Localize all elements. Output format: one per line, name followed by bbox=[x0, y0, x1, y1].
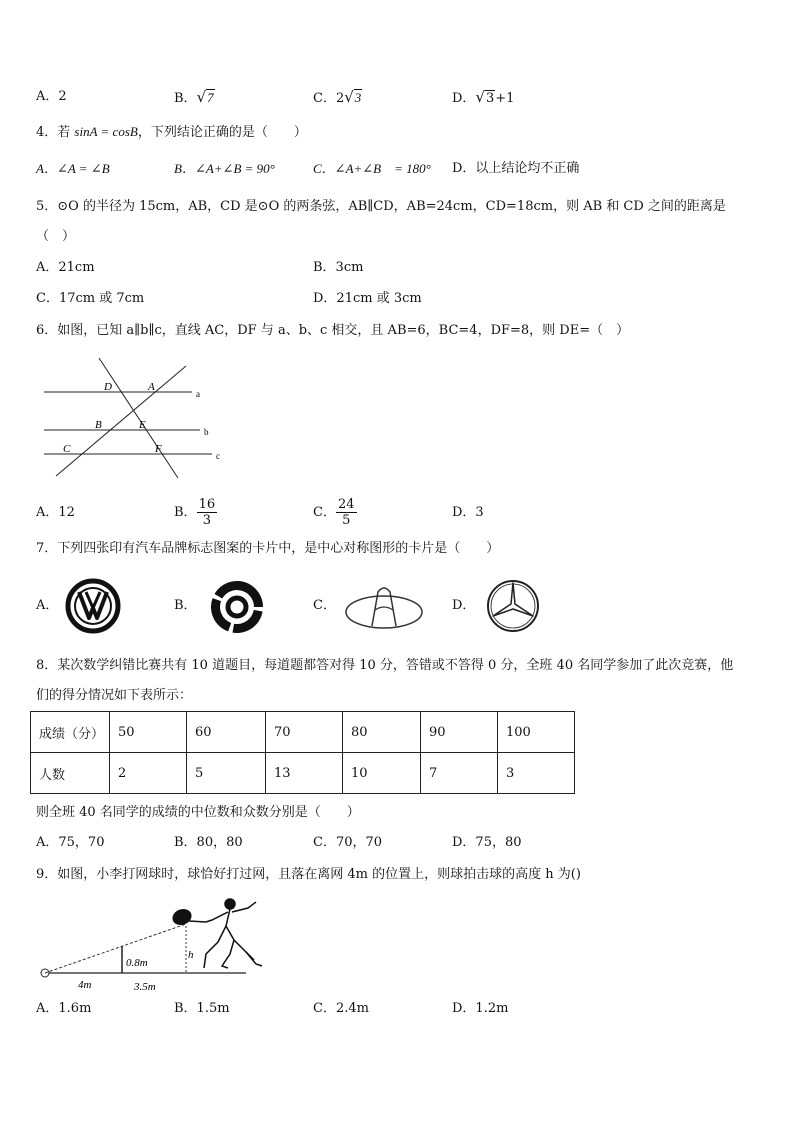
q6-option-a: A．12 bbox=[36, 505, 75, 520]
q4-stem bbox=[36, 124, 307, 141]
q3-option-d-radicand: 3 bbox=[486, 91, 495, 106]
fraction-denominator: 3 bbox=[202, 513, 211, 528]
q4-option-b: B．∠A+∠B = 90° bbox=[174, 161, 275, 176]
q6-option-c-fraction bbox=[336, 497, 357, 528]
line-ac bbox=[56, 366, 186, 476]
table-cell: 70 bbox=[266, 712, 343, 753]
q8-stem-line1: 8．某次数学纠错比赛共有 10 道题目，每道题都答对得 10 分，答错或不答得 0 分，全班 40 名同学参加了此次竞赛，他 bbox=[36, 658, 734, 673]
q3-option-c-label: C．2 bbox=[313, 91, 345, 106]
q6-option-b-fraction bbox=[197, 497, 218, 528]
three-point-star-logo-icon bbox=[484, 578, 542, 634]
score-table bbox=[30, 711, 575, 794]
q3-option-b-label: B． bbox=[174, 91, 197, 106]
q3-option-d-label: D． bbox=[452, 91, 476, 106]
q3-option-b-radicand: 7 bbox=[207, 90, 214, 105]
q6-parallel-lines-figure bbox=[36, 350, 236, 480]
table-cell: 3 bbox=[498, 753, 575, 794]
q7-option-c: C． bbox=[313, 598, 336, 613]
table-cell: 90 bbox=[421, 712, 498, 753]
q4-option-a: A．∠A = ∠B bbox=[36, 161, 110, 176]
distance-3-5m-label: 3.5m bbox=[134, 981, 156, 993]
q9-option-a: A．1.6m bbox=[36, 1001, 92, 1016]
vw-logo-icon bbox=[64, 578, 122, 634]
height-h-label: h bbox=[188, 949, 194, 961]
table-cell: 13 bbox=[266, 753, 343, 794]
q5-option-c: C．17cm 或 7cm bbox=[36, 291, 145, 306]
q8-option-d: D．75，80 bbox=[452, 835, 522, 850]
q3-option-c-radicand: 3 bbox=[354, 90, 362, 105]
q6-option-c-label: C． bbox=[313, 505, 336, 520]
q6-option-d: D．3 bbox=[452, 505, 484, 520]
q8-option-b: B．80，80 bbox=[174, 835, 243, 850]
q8-question: 则全班 40 名同学的成绩的中位数和众数分别是（ ） bbox=[36, 805, 360, 820]
label-c-point: C bbox=[63, 443, 71, 455]
table-cell: 2 bbox=[110, 753, 187, 794]
table-cell: 80 bbox=[343, 712, 421, 753]
q5-option-a: A．21cm bbox=[36, 260, 95, 275]
label-line-a: a bbox=[196, 389, 200, 399]
q3-option-a: A．2 bbox=[36, 89, 67, 104]
label-line-c: c bbox=[216, 451, 220, 461]
line-df bbox=[99, 358, 178, 478]
q6-stem: 6．如图，已知 a∥b∥c，直线 AC，DF 与 a、b、c 相交，且 AB=6，BC=4，DF=8，则 DE=（ ） bbox=[36, 323, 630, 338]
distance-4m-label: 4m bbox=[78, 979, 92, 991]
oval-a-logo-icon bbox=[342, 582, 426, 632]
q9-option-c: C．2.4m bbox=[313, 1001, 369, 1016]
table-cell: 7 bbox=[421, 753, 498, 794]
q3-option-d: D．√3+1 bbox=[452, 88, 515, 106]
q6-option-c bbox=[313, 494, 357, 532]
label-line-b: b bbox=[204, 427, 209, 437]
q4-stem-prefix: 4．若 bbox=[36, 125, 75, 140]
q6-option-b bbox=[174, 494, 217, 532]
fraction-numerator: 24 bbox=[337, 497, 355, 512]
label-a-point: A bbox=[148, 381, 155, 393]
q9-option-b: B．1.5m bbox=[174, 1001, 230, 1016]
label-e: E bbox=[139, 419, 146, 431]
q7-option-d: D． bbox=[452, 598, 476, 613]
q3-option-d-suffix: +1 bbox=[495, 91, 515, 106]
q7-stem: 7．下列四张印有汽车品牌标志图案的卡片中，是中心对称图形的卡片是（ ） bbox=[36, 541, 500, 556]
q4-stem-suffix: ，下列结论正确的是（ ） bbox=[137, 125, 307, 140]
net-height-label: 0.8m bbox=[126, 957, 148, 969]
table-cell: 100 bbox=[498, 712, 575, 753]
q7-option-b: B． bbox=[174, 598, 197, 613]
q5-option-b: B．3cm bbox=[313, 260, 364, 275]
table-cell: 成绩（分） bbox=[31, 712, 110, 753]
q3-option-b: B．√7 bbox=[174, 88, 214, 106]
q9-stem: 9．如图，小李打网球时，球恰好打过网，且落在离网 4m 的位置上，则球拍击球的高度 h 为() bbox=[36, 867, 581, 882]
label-d: D bbox=[104, 381, 112, 393]
q4-option-d: D．以上结论均不正确 bbox=[452, 161, 580, 176]
q4-stem-expression: sinA = cosB bbox=[74, 124, 138, 139]
table-row bbox=[31, 712, 575, 753]
table-row bbox=[31, 753, 575, 794]
q8-option-c: C．70，70 bbox=[313, 835, 383, 850]
q9-option-d: D．1.2m bbox=[452, 1001, 509, 1016]
tennis-player-icon bbox=[171, 899, 262, 968]
table-cell: 50 bbox=[110, 712, 187, 753]
q8-option-a: A．75，70 bbox=[36, 835, 105, 850]
q9-tennis-figure bbox=[34, 894, 274, 994]
ball-path bbox=[45, 924, 186, 973]
table-cell: 60 bbox=[187, 712, 266, 753]
q7-option-a: A． bbox=[36, 598, 59, 613]
fraction-denominator: 5 bbox=[342, 513, 351, 528]
table-cell: 10 bbox=[343, 753, 421, 794]
q5-paren: （ ） bbox=[36, 229, 76, 244]
table-cell: 人数 bbox=[31, 753, 110, 794]
q8-stem-line2: 们的得分情况如下表所示： bbox=[36, 688, 193, 703]
q3-option-c: C．2√3 bbox=[313, 88, 362, 106]
q5-option-d: D．21cm 或 3cm bbox=[313, 291, 422, 306]
fraction-numerator: 16 bbox=[198, 497, 216, 512]
label-f: F bbox=[155, 443, 162, 455]
swirl-logo-icon bbox=[206, 578, 268, 636]
q6-option-b-label: B． bbox=[174, 505, 197, 520]
table-cell: 5 bbox=[187, 753, 266, 794]
q5-stem: 5．⊙O 的半径为 15cm，AB，CD 是⊙O 的两条弦，AB∥CD，AB=24cm，CD=18cm，则 AB 和 CD 之间的距离是 bbox=[36, 199, 726, 214]
q4-option-c: C．∠A+∠B = 180° bbox=[313, 161, 431, 176]
label-b-point: B bbox=[95, 419, 102, 431]
